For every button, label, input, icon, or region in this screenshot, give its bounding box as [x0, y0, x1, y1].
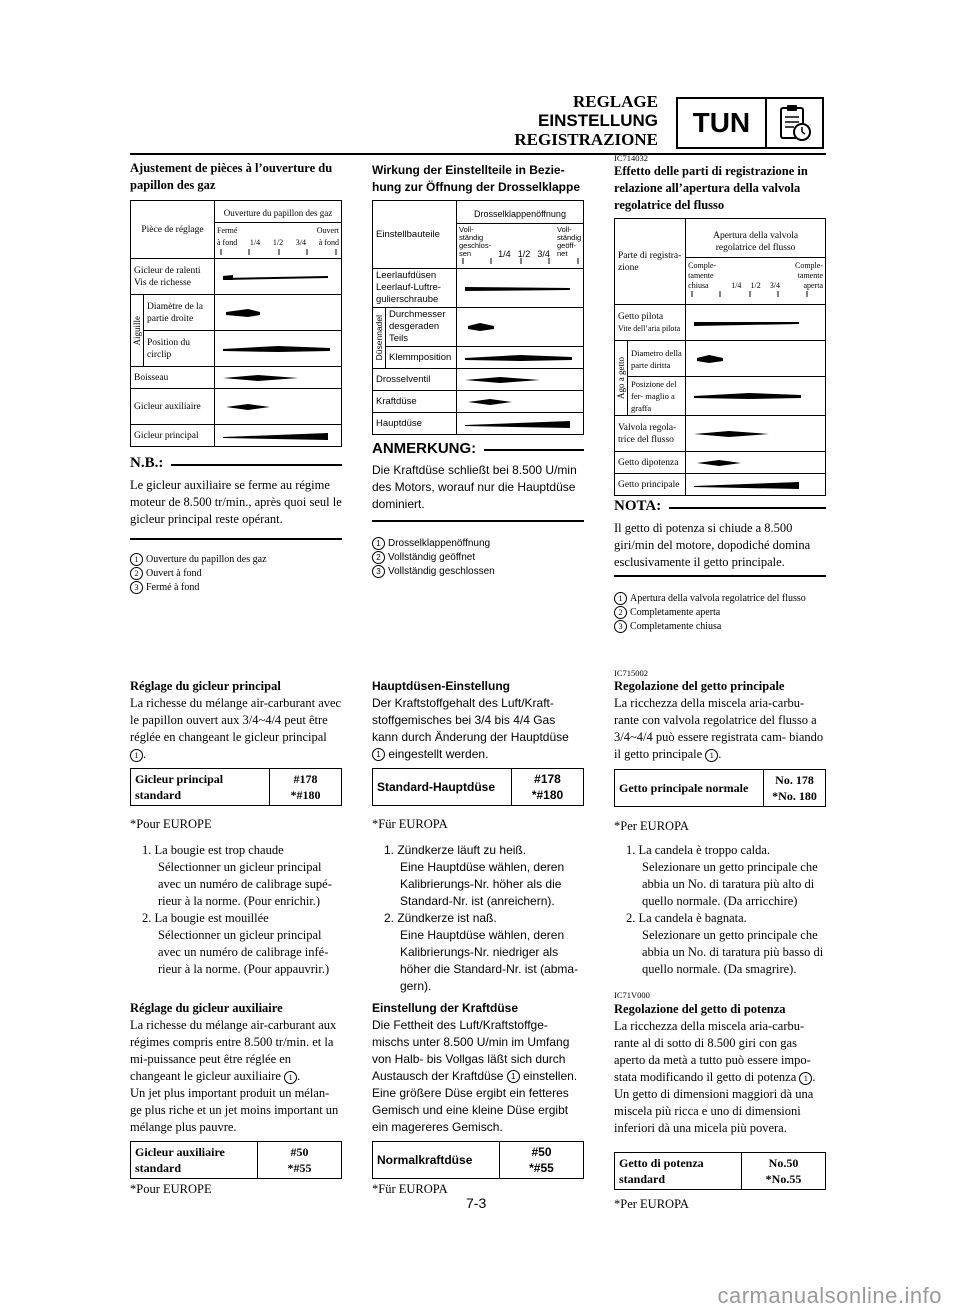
it-power-spec-value-eu: *No.55	[765, 1172, 802, 1186]
fr-bar-main	[215, 425, 342, 447]
fr-open-label: Ouvert	[316, 226, 339, 235]
it-legend-3: Completamente chiusa	[630, 621, 722, 632]
fr-europe-note: *Pour EUROPE	[130, 817, 212, 831]
de-bar-power	[457, 391, 584, 413]
it-row-pilot-sub: Vite dell’aria pilota	[618, 323, 681, 333]
de-legend-num-3: 3	[372, 565, 385, 578]
de-power-spec-label: Normalkraftdüse	[373, 1142, 500, 1179]
de-bar-slide	[457, 369, 584, 391]
it-legend	[614, 592, 826, 634]
it-row-power: Getto dipotenza	[615, 452, 686, 474]
fr-tick-1-2: 1/2	[272, 238, 284, 247]
fr-tick-3-4: 3/4	[295, 238, 307, 247]
it-power-spec-value: No.50	[768, 1156, 799, 1170]
it-power-heading: Regolazione del getto di potenza	[614, 1002, 786, 1016]
de-bar-clip	[457, 347, 584, 369]
fr-item2-text: Sélectionner un gicleur principal avec un numéro de calibrage infé- rieur à la norme. (Pour appauvrir.)	[158, 928, 330, 976]
fr-row-main: Gicleur principal	[131, 425, 215, 447]
it-item1-title: 1. La candela è troppo calda.	[626, 843, 771, 857]
de-power-text-body: Die Fettheit des Luft/Kraftstoffge- mischs unter 8.500 U/min im Umfang von Halb- bis Vollgas läßt sich durch Austausch der Kraftdüse	[372, 1018, 570, 1083]
fr-row-header: Pièce de réglage	[131, 201, 215, 259]
it-main-spec-label: Getto principale normale	[615, 770, 764, 807]
it-plug-list	[614, 842, 826, 978]
title-de: EINSTELLUNG	[538, 111, 658, 130]
fr-power-spec-values	[258, 1142, 342, 1179]
fr-power-text-body: La richesse du mélange air-carburant aux régimes compris entre 8.500 tr/min. et la mi-puissance peut être réglée en changeant le gicleur auxiliaire	[130, 1018, 337, 1083]
it-main-spec-value-eu: *No. 180	[772, 789, 817, 803]
it-power-text: La ricchezza della miscela aria-carbu- rante al di sotto di 8.500 giri con gas aperto da metà a tutto può essere impo- stata modificando il getto di potenza 1 . Un getto di dimensioni maggiori dà una miscela più ricca e uno di dimensioni inferiori dà una micela più povera.	[614, 1019, 816, 1135]
de-col-header: Drosselklappenöffnung	[457, 205, 583, 224]
it-tick-3-4: 3/4	[769, 280, 780, 290]
it-open-label: Comple- tamente aperta	[795, 260, 823, 290]
de-needle-group: Düsennadel	[374, 315, 384, 361]
fr-main-spec-label: Gicleur principal standard	[131, 769, 270, 806]
de-row-pilot: Leerlaufdüsen Leerlauf-Luftre- gulierschraube	[373, 269, 457, 308]
de-closed-label: Voll- ständig geschlos- sen	[459, 225, 492, 258]
de-tick-1-4: 1/4	[498, 249, 511, 259]
fr-row-slide: Boisseau	[131, 367, 215, 389]
fr-legend-2: Ouvert à fond	[146, 568, 202, 579]
fr-power-spec-label: Gicleur auxiliaire standard	[131, 1142, 258, 1179]
de-power-spec	[372, 1141, 584, 1179]
it-note-title	[614, 498, 826, 515]
fr-legend-num-1: 1	[130, 553, 143, 566]
it-tick-1-4: 1/4	[731, 280, 742, 290]
it-row-pilot	[615, 305, 686, 341]
it-bar-power	[686, 452, 826, 474]
fr-item1-title: 1. La bougie est trop chaude	[142, 843, 284, 857]
it-main-spec	[614, 769, 826, 807]
fr-main-spec	[130, 768, 342, 806]
fr-main-callout: 1	[130, 749, 143, 762]
de-row-main: Hauptdüse	[373, 413, 457, 435]
fr-row-power: Gicleur auxiliaire	[131, 389, 215, 425]
de-item2-text: Eine Hauptdüse wählen, deren Kalibrierungs-Nr. niedriger als höher die Standard-Nr. ist (abma- gern).	[400, 928, 579, 993]
fr-tick-marks	[219, 249, 339, 255]
de-main-spec-value-eu: *#180	[531, 788, 564, 802]
fr-open-sub: à fond	[318, 238, 339, 247]
it-row-main: Getto principale	[615, 474, 686, 496]
de-power-callout: 1	[507, 1070, 520, 1083]
it-main-heading: Regolazione del getto principale	[614, 679, 785, 693]
de-bar-pilot	[457, 269, 584, 308]
it-power-text2: Un getto di dimensioni maggiori dà una miscela più ricca e uno di dimensioni inferiori dà una micela più povera.	[614, 1087, 814, 1135]
de-legend	[372, 537, 584, 579]
it-row-straight: Diametro della parte diritta	[628, 341, 686, 377]
fr-main-spec-value-eu: *#180	[290, 788, 321, 802]
clipboard-stopwatch-icon	[765, 99, 822, 147]
it-item2-title: 2. La candela è bagnata.	[626, 911, 747, 925]
fr-main-spec-values	[270, 769, 342, 806]
fr-note-label: N.B.:	[130, 455, 164, 471]
it-power-callout: 1	[799, 1072, 812, 1085]
de-power-heading: Einstellung der Kraftdüse	[372, 1001, 519, 1015]
it-main-spec-values	[764, 770, 826, 807]
de-bar-straight	[457, 308, 584, 347]
it-item2-text: Selezionare un getto principale che abbia un No. di taratura più basso di quello normale. (Da smagrire).	[642, 928, 824, 976]
it-power-text-body: La ricchezza della miscela aria-carbu- rante al di sotto di 8.500 giri con gas aperto da metà a tutto può essere impo- stata modificando il getto di potenza	[614, 1019, 811, 1084]
fr-note-title	[130, 455, 342, 472]
title-fr: REGLAGE	[572, 92, 658, 111]
de-power-spec-values	[500, 1142, 584, 1179]
de-europe-note: *Für EUROPA	[372, 817, 448, 831]
de-item2-title: 2. Zündkerze ist naß.	[384, 911, 497, 925]
fr-power-callout: 1	[284, 1071, 297, 1084]
fr-legend-3: Fermé à fond	[146, 582, 200, 593]
it-bar-slide	[686, 416, 826, 452]
it-tick-marks	[690, 291, 810, 297]
it-legend-2: Completamente aperta	[630, 607, 721, 618]
de-legend-2: Vollständig geöffnet	[388, 552, 476, 564]
de-main-spec-value: #178	[534, 772, 561, 786]
de-power-text	[372, 1017, 584, 1136]
header-rule	[130, 153, 826, 155]
it-legend-num-2: 2	[614, 606, 627, 619]
fr-main-heading: Réglage du gicleur principal	[130, 679, 281, 693]
it-code-2: IC715002	[614, 668, 648, 678]
it-note-text: Il getto di potenza si chiude a 8.500 giri/min del motore, dopodiché domina esclusivamente il getto principale.	[614, 521, 811, 569]
de-note-rule	[372, 520, 584, 522]
de-row-header: Einstellbauteile	[373, 201, 457, 269]
de-legend-num-2: 2	[372, 551, 385, 564]
it-bar-pilot	[686, 305, 826, 341]
de-main-text-end: eingestellt werden.	[388, 747, 489, 761]
header-titles	[514, 92, 658, 149]
it-row-clip: Posizione del fer- maglio a graffa	[628, 377, 686, 416]
de-power-spec-value: #50	[531, 1145, 552, 1159]
fr-europe-note2: *Pour EUROPE	[130, 1182, 212, 1196]
it-row-pilot-label: Getto pilota	[618, 311, 664, 322]
it-legend-1: Apertura della valvola regolatrice del flusso	[630, 593, 806, 604]
fr-closed-sub: à fond	[217, 238, 238, 247]
de-main-spec	[372, 768, 584, 806]
de-throttle-table	[372, 200, 584, 435]
de-row-slide: Drosselventil	[373, 369, 457, 391]
fr-bar-slide	[215, 367, 342, 389]
section-code: TUN	[692, 107, 751, 138]
fr-legend-num-3: 3	[130, 581, 143, 594]
de-tick-1-2: 1/2	[517, 249, 531, 259]
it-heading: Effetto delle parti di registrazione in relazione all’apertura della valvola regolatrice del flusso	[614, 164, 808, 212]
de-bar-main	[457, 413, 584, 435]
fr-bar-power	[215, 389, 342, 425]
it-main-spec-value: No. 178	[775, 773, 814, 787]
fr-closed-label: Fermé	[217, 226, 238, 235]
de-heading: Wirkung der Einstellteile in Bezie- hung zur Öffnung der Drosselklappe	[372, 163, 581, 194]
it-throttle-table	[614, 218, 826, 496]
page-number: 7-3	[466, 1195, 487, 1211]
title-it: REGISTRAZIONE	[514, 130, 658, 149]
fr-item1-text: Sélectionner un gicleur principal avec un numéro de calibrage supé- rieur à la norme. (Pour enrichir.)	[158, 860, 332, 908]
fr-needle-group: Aiguille	[132, 315, 142, 346]
it-row-header: Parte di registra- zione	[615, 219, 686, 305]
fr-row-clip: Position du circlip	[144, 331, 215, 367]
de-main-text	[372, 695, 584, 763]
fr-power-text2: Un jet plus important produit un mélan- ge plus riche et un jet moins important un mélange plus pauvre.	[130, 1086, 339, 1134]
fr-main-spec-value: #178	[293, 772, 318, 786]
fr-power-spec	[130, 1141, 342, 1179]
de-note-title	[372, 440, 584, 457]
fr-note-rule	[130, 538, 342, 540]
fr-bar-clip	[215, 331, 342, 367]
de-item1-title: 1. Zündkerze läuft zu heiß.	[384, 843, 527, 857]
de-power-spec-value-eu: *#55	[529, 1161, 554, 1175]
it-closed-label: Comple- tamente chiusa	[688, 260, 717, 290]
it-bar-straight	[686, 341, 826, 377]
de-legend-num-1: 1	[372, 537, 385, 550]
fr-power-heading: Réglage du gicleur auxiliaire	[130, 1001, 283, 1015]
it-code-1: IC714032	[614, 153, 648, 163]
fr-note-text: Le gicleur auxiliaire se ferme au régime moteur de 8.500 tr/min., après quoi seul le gicleur principal reste opérant.	[130, 478, 342, 526]
de-tick-marks	[461, 258, 581, 264]
it-main-text: La ricchezza della miscela aria-carbu- rante con valvola regolatrice del flusso a 3/4~4/4 può essere registrata cam- biando il getto principale 1 .	[614, 696, 824, 761]
fr-bar-pilot	[215, 259, 342, 295]
fr-row-straight: Diamètre de la partie droite	[144, 295, 215, 331]
de-power-text-end: einstellen. Eine größere Düse ergibt ein fetteres Gemisch und eine kleine Düse ergibt ein magereres Gemisch.	[372, 1069, 578, 1134]
it-needle-group: Ago a getto	[616, 357, 626, 399]
section-badge	[676, 97, 824, 149]
de-row-power: Kraftdüse	[373, 391, 457, 413]
fr-legend-1: Ouverture du papillon des gaz	[146, 554, 267, 565]
de-main-spec-label: Standard-Hauptdüse	[373, 769, 512, 806]
de-main-callout: 1	[372, 748, 385, 761]
fr-legend-num-2: 2	[130, 567, 143, 580]
it-bar-clip	[686, 377, 826, 416]
de-main-heading: Hauptdüsen-Einstellung	[372, 679, 510, 693]
it-item1-text: Selezionare un getto principale che abbia un No. di taratura più alto di quello normale. (Da arricchire)	[642, 860, 818, 908]
it-note-rule	[614, 575, 826, 577]
fr-main-text: La richesse du mélange air-carburant avec le papillon ouvert aux 3/4~4/4 peut être réglée en changeant le gicleur principal 1 .	[130, 696, 342, 761]
it-main-text-body: La ricchezza della miscela aria-carbu- rante con valvola regolatrice del flusso a 3/4~4/4 può essere registrata cam- biando il getto principale	[614, 696, 824, 761]
fr-heading: Ajustement de pièces à l’ouverture du papillon des gaz	[130, 161, 333, 192]
it-main-callout: 1	[705, 749, 718, 762]
it-tick-1-2: 1/2	[750, 280, 761, 290]
it-europe-note: *Per EUROPA	[614, 819, 689, 833]
de-europe-note2: *Für EUROPA	[372, 1182, 448, 1196]
de-plug-list	[372, 842, 584, 995]
fr-legend	[130, 553, 342, 595]
it-note-label: NOTA:	[614, 498, 662, 514]
de-note-label: ANMERKUNG:	[372, 440, 477, 457]
de-open-label: Voll- ständig geöff- net	[556, 225, 582, 258]
fr-throttle-table	[130, 200, 342, 447]
fr-power-spec-value-eu: *#55	[287, 1161, 312, 1175]
it-bar-main	[686, 474, 826, 496]
fr-plug-list	[130, 842, 342, 978]
watermark: carmanualsonline.info	[717, 1283, 942, 1308]
fr-power-spec-value: #50	[290, 1145, 309, 1159]
it-legend-num-3: 3	[614, 620, 627, 633]
it-power-spec	[614, 1152, 826, 1190]
it-col-header: Apertura della valvola regolatrice del flusso	[686, 227, 825, 258]
it-row-slide: Valvola regola- trice del flusso	[615, 416, 686, 452]
it-code-3: IC71V000	[614, 990, 650, 1000]
de-legend-1: Drosselklappenöffnung	[388, 538, 491, 550]
fr-power-text: La richesse du mélange air-carburant aux régimes compris entre 8.500 tr/min. et la mi-puissance peut être réglée en changeant le gicleur auxiliaire 1 . Un jet plus important produit un mélan- ge plus riche et un jet moins important un mélange plus pauvre.	[130, 1018, 339, 1134]
fr-main-text-body: La richesse du mélange air-carburant avec le papillon ouvert aux 3/4~4/4 peut être réglée en changeant le gicleur principal	[130, 696, 342, 744]
it-europe-note2: *Per EUROPA	[614, 1197, 689, 1211]
de-legend-3: Vollständig geschlossen	[388, 566, 495, 578]
it-legend-num-1: 1	[614, 592, 627, 605]
fr-item2-title: 2. La bougie est mouillée	[142, 911, 269, 925]
fr-col-header: Ouverture du papillon des gaz	[215, 204, 341, 223]
de-row-clip: Klemmposition	[386, 347, 457, 369]
de-main-spec-values	[512, 769, 584, 806]
fr-row-pilot: Gicleur de ralenti Vis de richesse	[131, 259, 215, 295]
fr-bar-straight	[215, 295, 342, 331]
de-row-straight: Durchmesser desgeraden Teils	[386, 308, 457, 347]
it-power-spec-label: Getto di potenza standard	[615, 1153, 742, 1190]
de-tick-3-4: 3/4	[537, 249, 550, 259]
de-main-text-body: Der Kraftstoffgehalt des Luft/Kraft- stoffgemisches bei 3/4 bis 4/4 Gas kann durch Änderung der Hauptdüse	[372, 696, 569, 744]
fr-tick-1-4: 1/4	[249, 238, 261, 247]
de-note-text: Die Kraftdüse schließt bei 8.500 U/min des Motors, worauf nur die Hauptdüse dominiert.	[372, 463, 577, 511]
it-power-spec-values	[742, 1153, 826, 1190]
de-item1-text: Eine Hauptdüse wählen, deren Kalibrierungs-Nr. höher als die Standard-Nr. ist (anreichern).	[400, 860, 565, 908]
